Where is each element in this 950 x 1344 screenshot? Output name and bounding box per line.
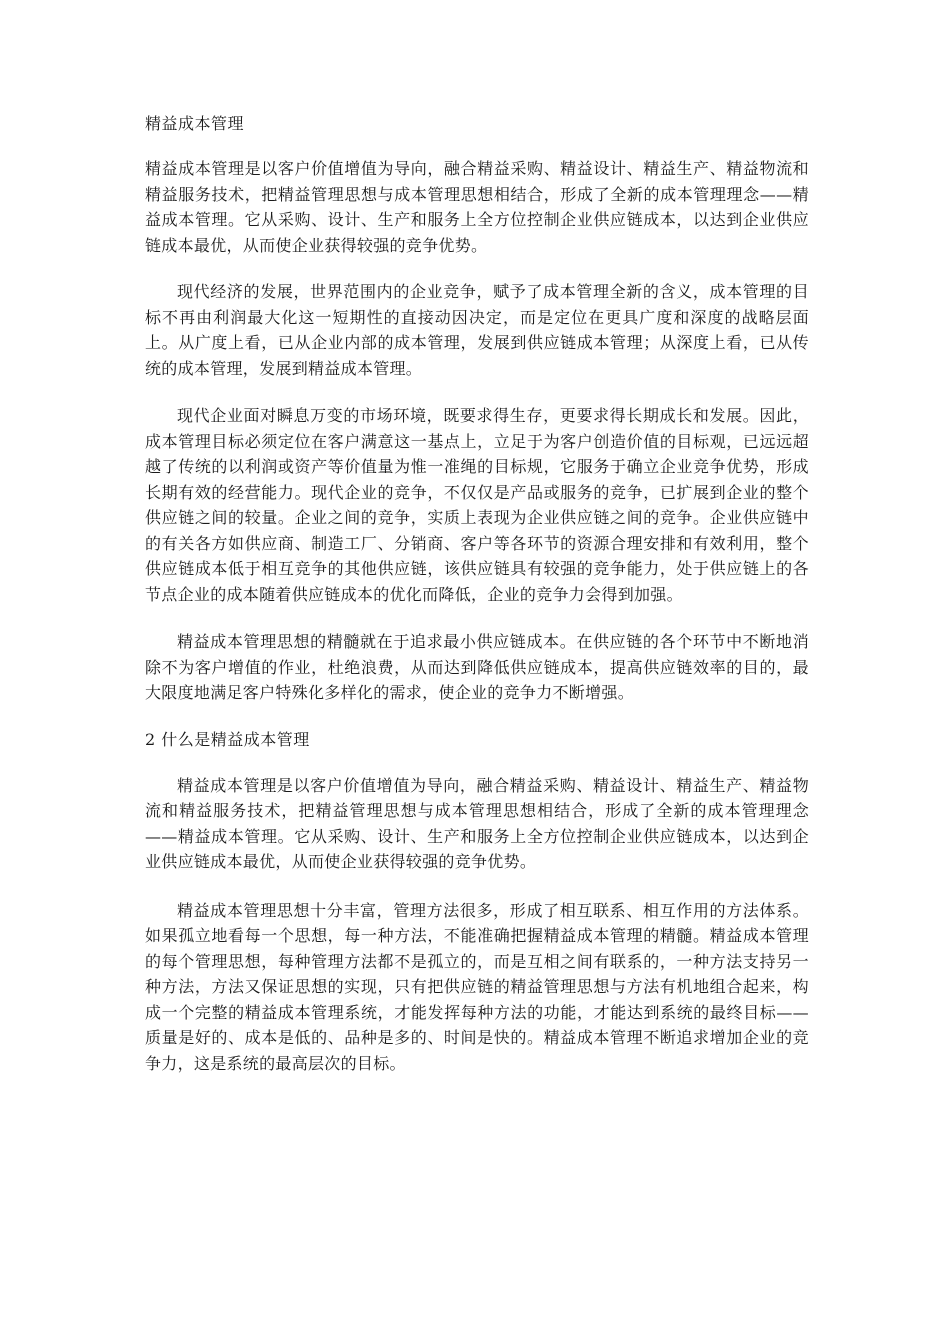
- paragraph-method-system: 精益成本管理思想十分丰富，管理方法很多，形成了相互联系、相互作用的方法体系。如果孤立地看每一个思想，每一种方法，不能准确把握精益成本管理的精髓。精益成本管理的每个管理思想，每种管理方法都不是孤立的，而是互相之间有联系的，一种方法支持另一种方法，方法又保证思想的实现，只有把供应链的精益管理思想与方法有机地组合起来，构成一个完整的精益成本管理系统，才能发挥每种方法的功能，才能达到系统的最终目标——质量是好的、成本是低的、品种是多的、时间是快的。精益成本管理不断追求增加企业的竞争力，这是系统的最高层次的目标。: [145, 900, 809, 1073]
- paragraph-essence: 精益成本管理思想的精髓就在于追求最小供应链成本。在供应链的各个环节中不断地消除不为客户增值的作业，杜绝浪费，从而达到降低供应链成本，提高供应链效率的目的，最大限度地满足客户特殊化多样化的需求，使企业的竞争力不断增强。: [145, 632, 809, 702]
- paragraph-modern-enterprise: 现代企业面对瞬息万变的市场环境，既要求得生存，更要求得长期成长和发展。因此，成本管理目标必须定位在客户满意这一基点上，立足于为客户创造价值的目标观，已远远超越了传统的以利润或资产等价值量为惟一准绳的目标规，它服务于确立企业竞争优势，形成长期有效的经营能力。现代企业的竞争，不仅仅是产品或服务的竞争，已扩展到企业的整个供应链之间的较量。企业之间的竞争，实质上表现为企业供应链之间的竞争。企业供应链中的有关各方如供应商、制造工厂、分销商、客户等各环节的资源合理安排和有效利用，整个供应链成本低于相互竞争的其他供应链，该供应链具有较强的竞争能力，处于供应链上的各节点企业的成本随着供应链成本的优化而降低，企业的竞争力会得到加强。: [145, 406, 809, 604]
- paragraph-intro: 精益成本管理是以客户价值增值为导向，融合精益采购、精益设计、精益生产、精益物流和精益服务技术，把精益管理思想与成本管理思想相结合，形成了全新的成本管理理念——精益成本管理。它从采购、设计、生产和服务上全方位控制企业供应链成本，以达到企业供应链成本最优，从而使企业获得较强的竞争优势。: [145, 159, 809, 255]
- paragraph-economic-development: 现代经济的发展，世界范围内的企业竞争，赋予了成本管理全新的含义，成本管理的目标不再由利润最大化这一短期性的直接动因决定，而是定位在更具广度和深度的战略层面上。从广度上看，已从企业内部的成本管理，发展到供应链成本管理；从深度上看，已从传统的成本管理，发展到精益成本管理。: [145, 282, 809, 378]
- document-page: [145, 112, 809, 1076]
- document-title: 精益成本管理: [145, 114, 245, 133]
- paragraph-definition: 精益成本管理是以客户价值增值为导向，融合精益采购、精益设计、精益生产、精益物流和精益服务技术，把精益管理思想与成本管理思想相结合，形成了全新的成本管理理念——精益成本管理。它从采购、设计、生产和服务上全方位控制企业供应链成本，以达到企业供应链成本最优，从而使企业获得较强的竞争优势。: [145, 775, 809, 871]
- section-heading: 2 什么是精益成本管理: [145, 729, 310, 749]
